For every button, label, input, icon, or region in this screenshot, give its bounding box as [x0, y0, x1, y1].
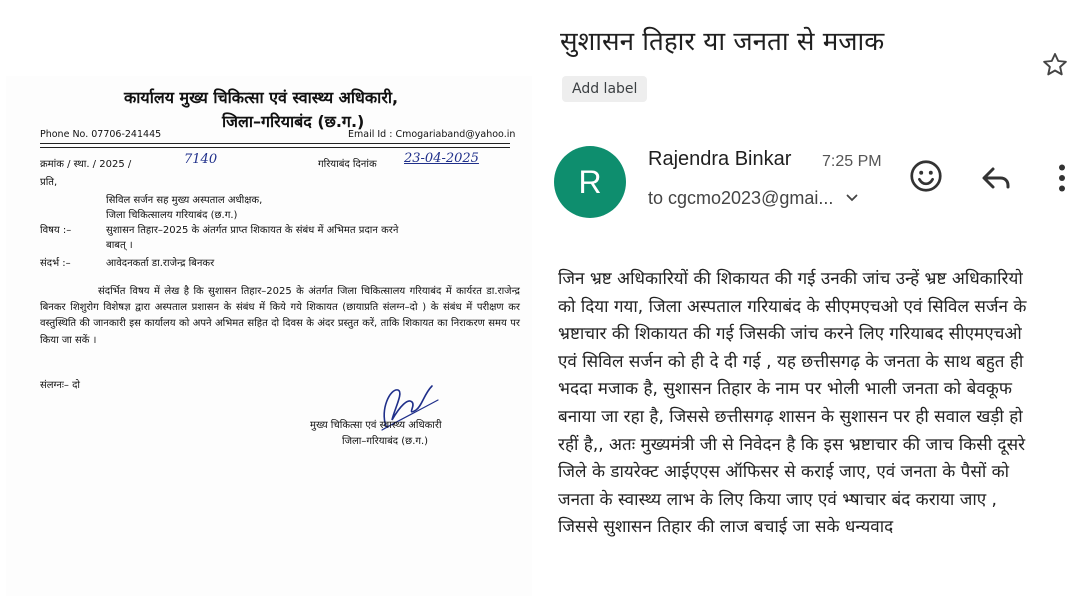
letter-addressee-line1: सिविल सर्जन सह मुख्य अस्पताल अधीक्षक,	[106, 195, 263, 206]
more-vert-icon[interactable]	[1044, 160, 1075, 196]
letter-office-title: कार्यालय मुख्य चिकित्सा एवं स्वास्थ्य अधिकारी,	[124, 88, 399, 107]
letter-date-value: 23-04-2025	[404, 151, 479, 166]
letter-subject-key: विषय :–	[40, 225, 72, 236]
letter-date-label: गरियाबंद दिनांक	[318, 159, 377, 170]
letter-email: Email Id : Cmogariaband@yahoo.in	[348, 129, 516, 140]
letter-enclosure: संलग्नः– दो	[40, 380, 80, 391]
emoji-icon[interactable]	[908, 158, 944, 194]
letter-ref-number: 7140	[184, 152, 218, 167]
letter-to-label: प्रति,	[40, 177, 58, 188]
header-rule-double	[40, 147, 510, 148]
letter-ref-label: क्रमांक / स्था. / 2025 /	[40, 159, 132, 170]
letter-district-title: जिला–गरियाबंद (छ.ग.)	[222, 112, 365, 131]
star-icon[interactable]	[1040, 50, 1070, 80]
header-rule	[40, 143, 510, 144]
email-subject: सुशासन तिहार या जनता से मजाक	[560, 27, 885, 57]
add-label-button[interactable]: Add label	[562, 76, 647, 102]
reply-icon[interactable]	[978, 160, 1014, 196]
email-body: जिन भ्रष्ट अधिकारियों की शिकायत की गई उनकी जांच उन्हें भ्रष्ट अधिकारियो को दिया गया, जिला अस्पताल गरियाबंद के सीएमएचओ एवं सिविल सर्जन के भ्रष्टाचार की शिकायत की गई जिसकी जांच करने लिए गरियाबद सीएमएचओ एवं सिविल सर्जन को ही दे दी गई , यह छत्तीसगढ़ के जनता के साथ बहुत ही भददा मजाक है, सुशासन तिहार के नाम पर भोली भाली जनता को बेवकूफ बनाया जा रहा है, जिससे छत्तीसगढ़ शासन के सुशासन पर ही सवाल खड़ी हो रहीं है,, अतः मुख्यमंत्री जी से निवेदन है कि इस भ्रष्टाचार की जाच किसी दूसरे जिले के डायरेक्ट आईएएस ऑफिसर से कराई जाए, एवं जनता के पैसों को जनता के स्वास्थ्य लाभ के लिए किया जाए एवं भ्षाचार बंद कराया जाए , जिससे सुशासन तिहार की लाज बचाई जा सके धन्यवाद	[558, 269, 1027, 538]
letter-reference-key: संदर्भ :–	[40, 258, 71, 269]
letter-phone: Phone No. 07706-241445	[40, 129, 162, 140]
email-view	[538, 0, 1075, 604]
avatar[interactable]: R	[554, 146, 626, 218]
signatory-district: जिला–गरियाबंद (छ.ग.)	[342, 436, 429, 447]
letter-addressee-line2: जिला चिकित्सालय गरियाबंद (छ.ग.)	[106, 210, 238, 221]
recipient-details-toggle[interactable]	[648, 188, 858, 209]
letter-reference-value: आवेदनकर्ता डा.राजेन्द्र बिनकर	[106, 258, 215, 269]
sender-name: Rajendra Binkar	[648, 148, 792, 170]
letter-body: संदर्भित विषय में लेख है कि सुशासन तिहार–2025 के अंतर्गत जिला चिकित्सालय गरियाबंद में कार्यरत डा.राजेन्द्र बिनकर शिशुरोग विशेषज्ञ द्वारा अस्पताल प्रशासन के संबंध में किये गये शिकायत (छायाप्रति संलग्न–दो ) के संबंध में परीक्षण कर वस्तुस्थिति की जानकारी इस कार्यालय को अपने अभिमत सहित दो दिवस के अंदर प्रस्तुत करें, ताकि शिकायत का निराकरण समय पर किया जा सकें ।	[40, 286, 520, 346]
email-time: 7:25 PM	[822, 153, 882, 170]
signatory-title: मुख्य चिकित्सा एवं स्वास्थ्य अधिकारी	[310, 420, 442, 431]
letter-subject-line1: सुशासन तिहार–2025 के अंतर्गत प्राप्त शिकायत के संबंध में अभिमत प्रदान करने	[106, 225, 399, 236]
letter-subject-line2: बाबत् ।	[106, 240, 133, 251]
recipient-text: to cgcmo2023@gmai...	[648, 188, 834, 208]
chevron-down-icon	[846, 194, 858, 202]
